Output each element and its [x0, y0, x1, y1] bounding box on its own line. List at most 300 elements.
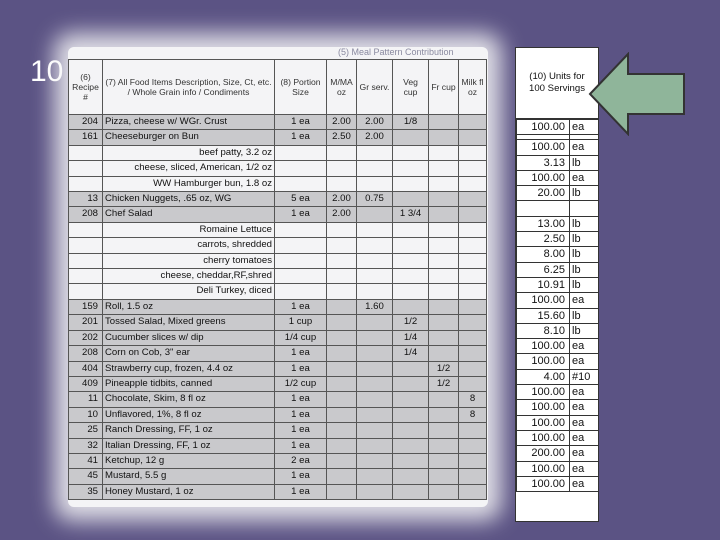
units-header: (10) Units for 100 Servings	[516, 48, 598, 119]
units-unit: lb	[570, 216, 599, 231]
units-unit: lb	[570, 232, 599, 247]
units-quantity: 8.00	[517, 247, 570, 262]
list-item	[517, 293, 599, 308]
cell-grain: 2.00	[357, 115, 393, 130]
units-unit: #10	[570, 369, 599, 384]
units-unit: lb	[570, 247, 599, 262]
cell-description: Tossed Salad, Mixed greens	[103, 315, 275, 330]
list-item	[517, 186, 599, 201]
list-item	[517, 232, 599, 247]
cell-grain	[357, 346, 393, 361]
cell-description: Strawberry cup, frozen, 4.4 oz	[103, 361, 275, 376]
units-unit: lb	[570, 155, 599, 170]
cell-mma	[327, 392, 357, 407]
cell-veg	[393, 453, 429, 468]
list-item	[517, 323, 599, 338]
cell-mma: 2.00	[327, 115, 357, 130]
cell-mma	[327, 346, 357, 361]
cell-milk	[459, 315, 487, 330]
cell-veg	[393, 192, 429, 207]
cell-fruit	[429, 192, 459, 207]
units-quantity: 100.00	[517, 476, 570, 491]
cell-recipe: 409	[69, 376, 103, 391]
header-grain: Gr serv.	[357, 60, 393, 115]
cell-veg	[393, 284, 429, 299]
table-row	[69, 361, 487, 376]
cell-veg	[393, 176, 429, 191]
cell-veg	[393, 130, 429, 145]
table-row	[69, 407, 487, 422]
cell-recipe: 159	[69, 299, 103, 314]
units-unit: lb	[570, 308, 599, 323]
units-unit: ea	[570, 385, 599, 400]
units-column	[515, 47, 599, 522]
cell-milk	[459, 222, 487, 237]
cell-mma: 2.00	[327, 192, 357, 207]
cell-fruit: 1/2	[429, 361, 459, 376]
cell-veg: 1/2	[393, 315, 429, 330]
list-item	[517, 415, 599, 430]
table-row	[69, 392, 487, 407]
table-row	[69, 469, 487, 484]
header-description: (7) All Food Items Description, Size, Ct, etc. / Whole Grain info / Condiments	[103, 60, 275, 115]
cell-fruit	[429, 284, 459, 299]
cell-veg	[393, 376, 429, 391]
cell-veg: 1 3/4	[393, 207, 429, 222]
units-quantity: 100.00	[517, 339, 570, 354]
cell-mma	[327, 423, 357, 438]
cell-grain	[357, 315, 393, 330]
cell-veg	[393, 361, 429, 376]
cell-grain	[357, 392, 393, 407]
cell-portion	[275, 145, 327, 160]
cell-veg	[393, 253, 429, 268]
cell-grain	[357, 284, 393, 299]
cell-milk	[459, 207, 487, 222]
cell-fruit	[429, 222, 459, 237]
cell-milk	[459, 438, 487, 453]
cell-fruit	[429, 269, 459, 284]
table-row	[69, 453, 487, 468]
units-quantity: 100.00	[517, 293, 570, 308]
cell-recipe: 208	[69, 346, 103, 361]
cell-mma	[327, 238, 357, 253]
units-quantity: 100.00	[517, 430, 570, 445]
cell-portion: 1 ea	[275, 484, 327, 499]
cell-milk	[459, 145, 487, 160]
cell-grain: 1.60	[357, 299, 393, 314]
units-quantity: 100.00	[517, 354, 570, 369]
units-unit: ea	[570, 446, 599, 461]
list-item	[517, 247, 599, 262]
cell-veg	[393, 161, 429, 176]
slide-number: 10	[30, 55, 64, 88]
units-unit: ea	[570, 400, 599, 415]
units-quantity: 100.00	[517, 170, 570, 185]
cell-milk	[459, 238, 487, 253]
cell-grain	[357, 253, 393, 268]
table-row	[69, 330, 487, 345]
units-quantity: 100.00	[517, 400, 570, 415]
cell-grain	[357, 161, 393, 176]
cell-recipe	[69, 176, 103, 191]
list-item	[517, 461, 599, 476]
units-quantity: 200.00	[517, 446, 570, 461]
worksheet-table	[68, 59, 487, 500]
units-quantity: 3.13	[517, 155, 570, 170]
cell-recipe: 404	[69, 361, 103, 376]
cell-grain	[357, 222, 393, 237]
cell-milk	[459, 469, 487, 484]
cell-veg	[393, 484, 429, 499]
table-row	[69, 423, 487, 438]
cell-description: Cheeseburger on Bun	[103, 130, 275, 145]
list-item	[517, 216, 599, 231]
cell-milk	[459, 176, 487, 191]
table-row	[69, 484, 487, 499]
cell-grain	[357, 484, 393, 499]
units-quantity: 8.10	[517, 323, 570, 338]
units-quantity: 100.00	[517, 385, 570, 400]
cell-recipe: 201	[69, 315, 103, 330]
list-item	[517, 140, 599, 155]
units-unit: ea	[570, 140, 599, 155]
cell-milk	[459, 284, 487, 299]
cell-grain	[357, 453, 393, 468]
cell-fruit	[429, 423, 459, 438]
table-row	[69, 207, 487, 222]
header-milk: Milk fl oz	[459, 60, 487, 115]
header-veg: Veg cup	[393, 60, 429, 115]
list-item	[517, 308, 599, 323]
cell-recipe: 10	[69, 407, 103, 422]
cell-mma	[327, 361, 357, 376]
cell-recipe	[69, 269, 103, 284]
table-row	[69, 238, 487, 253]
worksheet-body	[69, 115, 487, 500]
cell-description: carrots, shredded	[103, 238, 275, 253]
cell-mma	[327, 253, 357, 268]
cell-milk	[459, 130, 487, 145]
cell-mma	[327, 484, 357, 499]
units-quantity: 4.00	[517, 369, 570, 384]
table-row	[69, 222, 487, 237]
list-item	[517, 446, 599, 461]
cell-mma: 2.00	[327, 207, 357, 222]
table-row	[69, 145, 487, 160]
cell-fruit	[429, 407, 459, 422]
cell-mma	[327, 176, 357, 191]
list-item	[517, 354, 599, 369]
cell-portion: 1 ea	[275, 407, 327, 422]
cell-veg	[393, 299, 429, 314]
cell-mma	[327, 161, 357, 176]
cell-recipe: 25	[69, 423, 103, 438]
cell-grain	[357, 469, 393, 484]
table-row	[69, 284, 487, 299]
cell-grain	[357, 207, 393, 222]
cell-recipe: 13	[69, 192, 103, 207]
cell-fruit	[429, 161, 459, 176]
cell-fruit	[429, 484, 459, 499]
cell-milk	[459, 376, 487, 391]
list-item	[517, 277, 599, 292]
cell-milk	[459, 346, 487, 361]
cell-description: Unflavored, 1%, 8 fl oz	[103, 407, 275, 422]
units-unit: lb	[570, 323, 599, 338]
cell-portion: 1 ea	[275, 438, 327, 453]
cell-milk	[459, 453, 487, 468]
cell-grain	[357, 361, 393, 376]
cell-description: Chocolate, Skim, 8 fl oz	[103, 392, 275, 407]
header-mma: M/MA oz	[327, 60, 357, 115]
cell-description: Romaine Lettuce	[103, 222, 275, 237]
cell-portion: 1 cup	[275, 315, 327, 330]
cell-portion: 1 ea	[275, 423, 327, 438]
units-unit: ea	[570, 476, 599, 491]
list-item	[517, 400, 599, 415]
list-item	[517, 120, 599, 135]
cell-description: Roll, 1.5 oz	[103, 299, 275, 314]
left-arrow-icon	[588, 52, 688, 136]
table-row	[69, 130, 487, 145]
cell-mma	[327, 453, 357, 468]
units-quantity: 13.00	[517, 216, 570, 231]
cell-description: cheese, cheddar,RF,shred	[103, 269, 275, 284]
cell-milk	[459, 253, 487, 268]
units-body	[517, 120, 599, 492]
cell-milk	[459, 115, 487, 130]
cell-description: Honey Mustard, 1 oz	[103, 484, 275, 499]
table-row	[69, 438, 487, 453]
cell-description: Corn on Cob, 3" ear	[103, 346, 275, 361]
list-item	[517, 170, 599, 185]
units-unit: ea	[570, 415, 599, 430]
cell-description: Mustard, 5.5 g	[103, 469, 275, 484]
cell-fruit	[429, 115, 459, 130]
cell-description: cheese, sliced, American, 1/2 oz	[103, 161, 275, 176]
header-fruit: Fr cup	[429, 60, 459, 115]
cell-veg	[393, 407, 429, 422]
cell-fruit	[429, 207, 459, 222]
units-unit: lb	[570, 186, 599, 201]
units-unit: ea	[570, 293, 599, 308]
cell-portion: 1 ea	[275, 361, 327, 376]
cell-grain: 2.00	[357, 130, 393, 145]
table-row	[69, 253, 487, 268]
cell-recipe: 161	[69, 130, 103, 145]
cell-portion	[275, 222, 327, 237]
cell-mma	[327, 145, 357, 160]
cell-milk	[459, 161, 487, 176]
cell-recipe	[69, 145, 103, 160]
cell-veg	[393, 438, 429, 453]
cell-fruit	[429, 469, 459, 484]
cell-milk: 8	[459, 407, 487, 422]
units-quantity: 100.00	[517, 120, 570, 135]
cell-fruit	[429, 438, 459, 453]
table-row	[69, 269, 487, 284]
cell-portion	[275, 238, 327, 253]
cell-portion: 1/4 cup	[275, 330, 327, 345]
cell-milk	[459, 299, 487, 314]
cell-grain	[357, 438, 393, 453]
cell-milk	[459, 423, 487, 438]
units-unit: ea	[570, 339, 599, 354]
cell-recipe: 35	[69, 484, 103, 499]
cell-milk	[459, 484, 487, 499]
cell-milk	[459, 269, 487, 284]
cell-veg	[393, 238, 429, 253]
cell-veg: 1/4	[393, 330, 429, 345]
units-quantity	[517, 201, 570, 216]
cell-description: Deli Turkey, diced	[103, 284, 275, 299]
cell-portion: 2 ea	[275, 453, 327, 468]
cell-mma: 2.50	[327, 130, 357, 145]
cell-fruit	[429, 392, 459, 407]
cell-description: Chicken Nuggets, .65 oz, WG	[103, 192, 275, 207]
table-row	[69, 346, 487, 361]
cell-recipe: 208	[69, 207, 103, 222]
cell-recipe: 45	[69, 469, 103, 484]
cell-grain	[357, 176, 393, 191]
table-row	[69, 192, 487, 207]
units-quantity: 2.50	[517, 232, 570, 247]
units-quantity: 15.60	[517, 308, 570, 323]
meal-pattern-section-title: (5) Meal Pattern Contribution	[338, 47, 454, 57]
cell-description: Cucumber slices w/ dip	[103, 330, 275, 345]
cell-fruit	[429, 299, 459, 314]
food-production-worksheet	[68, 47, 488, 507]
cell-mma	[327, 407, 357, 422]
cell-portion	[275, 161, 327, 176]
cell-fruit	[429, 315, 459, 330]
cell-fruit: 1/2	[429, 376, 459, 391]
cell-recipe	[69, 222, 103, 237]
cell-recipe: 32	[69, 438, 103, 453]
units-unit	[570, 201, 599, 216]
cell-veg	[393, 469, 429, 484]
cell-milk	[459, 361, 487, 376]
units-quantity: 10.91	[517, 277, 570, 292]
cell-fruit	[429, 145, 459, 160]
cell-portion: 1 ea	[275, 115, 327, 130]
cell-portion: 1 ea	[275, 299, 327, 314]
cell-mma	[327, 330, 357, 345]
cell-milk: 8	[459, 392, 487, 407]
cell-fruit	[429, 238, 459, 253]
cell-mma	[327, 469, 357, 484]
cell-veg	[393, 269, 429, 284]
cell-mma	[327, 269, 357, 284]
cell-grain	[357, 407, 393, 422]
list-item	[517, 155, 599, 170]
units-unit: ea	[570, 430, 599, 445]
units-quantity: 100.00	[517, 140, 570, 155]
cell-grain: 0.75	[357, 192, 393, 207]
cell-veg	[393, 145, 429, 160]
cell-description: Ketchup, 12 g	[103, 453, 275, 468]
cell-grain	[357, 423, 393, 438]
list-item	[517, 385, 599, 400]
units-unit: lb	[570, 277, 599, 292]
cell-mma	[327, 315, 357, 330]
cell-veg	[393, 423, 429, 438]
cell-milk	[459, 192, 487, 207]
cell-recipe: 11	[69, 392, 103, 407]
units-quantity: 100.00	[517, 415, 570, 430]
cell-recipe: 204	[69, 115, 103, 130]
units-quantity: 6.25	[517, 262, 570, 277]
cell-veg: 1/8	[393, 115, 429, 130]
cell-portion: 1 ea	[275, 392, 327, 407]
table-row	[69, 299, 487, 314]
cell-portion	[275, 176, 327, 191]
cell-description: Pineapple tidbits, canned	[103, 376, 275, 391]
cell-veg	[393, 392, 429, 407]
table-row	[69, 315, 487, 330]
cell-recipe	[69, 284, 103, 299]
header-portion: (8) Portion Size	[275, 60, 327, 115]
cell-veg	[393, 222, 429, 237]
cell-grain	[357, 238, 393, 253]
table-row	[69, 176, 487, 191]
cell-recipe: 202	[69, 330, 103, 345]
cell-portion	[275, 253, 327, 268]
cell-grain	[357, 376, 393, 391]
cell-veg: 1/4	[393, 346, 429, 361]
cell-description: WW Hamburger bun, 1.8 oz	[103, 176, 275, 191]
list-item	[517, 430, 599, 445]
cell-recipe: 41	[69, 453, 103, 468]
cell-portion: 1 ea	[275, 469, 327, 484]
cell-portion: 1 ea	[275, 130, 327, 145]
cell-grain	[357, 145, 393, 160]
cell-fruit	[429, 130, 459, 145]
cell-description: Chef Salad	[103, 207, 275, 222]
list-item	[517, 476, 599, 491]
cell-mma	[327, 438, 357, 453]
units-unit: ea	[570, 461, 599, 476]
header-recipe: (6) Recipe #	[69, 60, 103, 115]
cell-fruit	[429, 346, 459, 361]
cell-recipe	[69, 161, 103, 176]
cell-portion: 1 ea	[275, 207, 327, 222]
cell-description: Pizza, cheese w/ WGr. Crust	[103, 115, 275, 130]
table-row	[69, 161, 487, 176]
cell-mma	[327, 376, 357, 391]
list-item	[517, 201, 599, 216]
cell-recipe	[69, 238, 103, 253]
units-unit: ea	[570, 120, 599, 135]
cell-mma	[327, 299, 357, 314]
units-quantity: 20.00	[517, 186, 570, 201]
list-item	[517, 369, 599, 384]
cell-fruit	[429, 453, 459, 468]
cell-portion: 5 ea	[275, 192, 327, 207]
cell-description: cherry tomatoes	[103, 253, 275, 268]
cell-portion	[275, 284, 327, 299]
units-quantity: 100.00	[517, 461, 570, 476]
units-unit: ea	[570, 170, 599, 185]
cell-description: Ranch Dressing, FF, 1 oz	[103, 423, 275, 438]
cell-portion: 1 ea	[275, 346, 327, 361]
table-row	[69, 376, 487, 391]
list-item	[517, 339, 599, 354]
table-row	[69, 115, 487, 130]
cell-description: beef patty, 3.2 oz	[103, 145, 275, 160]
units-unit: lb	[570, 262, 599, 277]
